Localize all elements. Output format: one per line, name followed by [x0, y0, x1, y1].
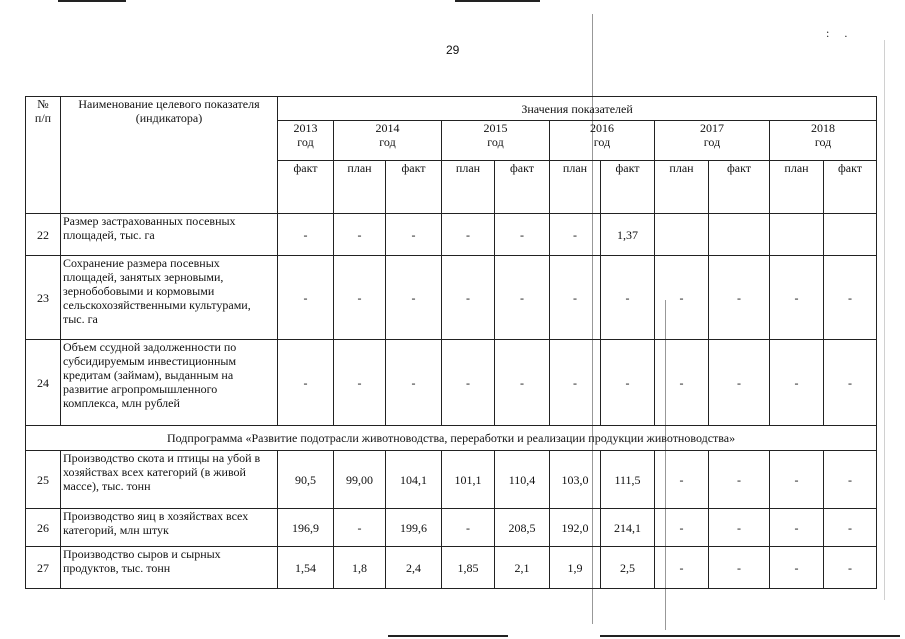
- row-value-5: -: [550, 340, 601, 426]
- row-value-0: -: [278, 256, 334, 340]
- row-value-3: -: [442, 340, 495, 426]
- row-value-0: -: [278, 340, 334, 426]
- row-value-3: 1,85: [442, 547, 495, 589]
- row-value-6: -: [601, 256, 655, 340]
- row-value-3: -: [442, 214, 495, 256]
- table-body-livestock: [26, 451, 877, 589]
- row-value-7: -: [655, 256, 709, 340]
- row-value-1: 1,8: [334, 547, 386, 589]
- row-value-5: 1,9: [550, 547, 601, 589]
- row-value-8: -: [709, 256, 770, 340]
- row-value-7: -: [655, 509, 709, 547]
- row-value-8: [709, 214, 770, 256]
- row-value-2: -: [386, 214, 442, 256]
- header-kind-6: факт: [601, 161, 655, 214]
- row-indicator-name: Производство скота и птицы на убой в хозяйствах всех категорий (в живой массе), тыс. тонн: [61, 451, 278, 509]
- row-value-0: 90,5: [278, 451, 334, 509]
- row-value-0: 196,9: [278, 509, 334, 547]
- row-value-5: 192,0: [550, 509, 601, 547]
- row-indicator-name: Объем ссудной задолженности по субсидируемым инвестиционным кредитам (займам), выданным на развитие агропромышленного комплекса, млн рублей: [61, 340, 278, 426]
- row-value-2: -: [386, 256, 442, 340]
- row-value-9: -: [770, 547, 824, 589]
- row-value-1: -: [334, 256, 386, 340]
- row-number: 25: [26, 451, 61, 509]
- scan-dots: : .: [826, 26, 848, 40]
- row-value-9: -: [770, 509, 824, 547]
- table-header: [26, 97, 877, 214]
- scan-mark-top-left: [58, 0, 126, 2]
- header-kind-9: план: [770, 161, 824, 214]
- header-kind-1: план: [334, 161, 386, 214]
- row-indicator-name: Размер застрахованных посевных площадей, тыс. га: [61, 214, 278, 256]
- row-value-7: -: [655, 340, 709, 426]
- row-value-5: 103,0: [550, 451, 601, 509]
- row-value-9: -: [770, 256, 824, 340]
- row-value-9: -: [770, 340, 824, 426]
- table-row: [26, 547, 877, 589]
- row-value-10: -: [824, 451, 877, 509]
- header-kind-2: факт: [386, 161, 442, 214]
- row-value-1: -: [334, 214, 386, 256]
- row-value-3: -: [442, 509, 495, 547]
- row-value-1: -: [334, 509, 386, 547]
- header-year-5: 2018 год: [770, 121, 877, 161]
- row-value-4: 208,5: [495, 509, 550, 547]
- row-value-8: -: [709, 451, 770, 509]
- header-year-4: 2017 год: [655, 121, 770, 161]
- row-number: 22: [26, 214, 61, 256]
- row-value-4: 2,1: [495, 547, 550, 589]
- row-value-5: -: [550, 214, 601, 256]
- header-kind-10: факт: [824, 161, 877, 214]
- header-kind-5: план: [550, 161, 601, 214]
- row-value-2: 199,6: [386, 509, 442, 547]
- row-value-7: -: [655, 547, 709, 589]
- row-value-1: -: [334, 340, 386, 426]
- row-indicator-name: Производство сыров и сырных продуктов, тыс. тонн: [61, 547, 278, 589]
- indicators-table: [25, 96, 877, 589]
- row-value-3: 101,1: [442, 451, 495, 509]
- header-values: Значения показателей: [278, 97, 877, 121]
- row-value-8: -: [709, 509, 770, 547]
- header-kind-0: факт: [278, 161, 334, 214]
- row-value-10: -: [824, 509, 877, 547]
- row-value-2: 2,4: [386, 547, 442, 589]
- row-number: 27: [26, 547, 61, 589]
- row-value-3: -: [442, 256, 495, 340]
- row-value-6: 214,1: [601, 509, 655, 547]
- table-row: [26, 509, 877, 547]
- header-kind-3: план: [442, 161, 495, 214]
- row-value-9: [770, 214, 824, 256]
- row-value-6: 2,5: [601, 547, 655, 589]
- row-value-0: -: [278, 214, 334, 256]
- scan-line-edge: [884, 40, 885, 600]
- header-year-0: 2013 год: [278, 121, 334, 161]
- row-value-4: -: [495, 256, 550, 340]
- row-value-10: [824, 214, 877, 256]
- row-value-6: -: [601, 340, 655, 426]
- header-number: № п/п: [26, 97, 61, 214]
- page-number: 29: [446, 43, 460, 57]
- row-number: 26: [26, 509, 61, 547]
- row-value-1: 99,00: [334, 451, 386, 509]
- row-number: 23: [26, 256, 61, 340]
- row-value-8: -: [709, 340, 770, 426]
- subprogram-title: Подпрограмма «Развитие подотрасли животноводства, переработки и реализации продукции животноводства»: [26, 426, 877, 451]
- row-value-2: 104,1: [386, 451, 442, 509]
- row-value-4: -: [495, 340, 550, 426]
- row-value-4: 110,4: [495, 451, 550, 509]
- scan-mark-bottom-right: [600, 635, 900, 637]
- scan-mark-bottom-left: [388, 635, 508, 637]
- row-value-6: 111,5: [601, 451, 655, 509]
- row-value-10: -: [824, 340, 877, 426]
- table-subprogram-section: [26, 426, 877, 451]
- row-value-4: -: [495, 214, 550, 256]
- table-row: [26, 340, 877, 426]
- table-row: [26, 256, 877, 340]
- row-value-7: [655, 214, 709, 256]
- subprogram-row: [26, 426, 877, 451]
- header-year-2: 2015 год: [442, 121, 550, 161]
- row-value-7: -: [655, 451, 709, 509]
- row-indicator-name: Производство яиц в хозяйствах всех категорий, млн штук: [61, 509, 278, 547]
- row-value-5: -: [550, 256, 601, 340]
- scan-mark-top-center: [455, 0, 540, 2]
- row-value-2: -: [386, 340, 442, 426]
- row-value-0: 1,54: [278, 547, 334, 589]
- row-value-10: -: [824, 256, 877, 340]
- row-value-8: -: [709, 547, 770, 589]
- row-value-6: 1,37: [601, 214, 655, 256]
- row-number: 24: [26, 340, 61, 426]
- header-indicator-name: Наименование целевого показателя (индикатора): [61, 97, 278, 214]
- row-value-9: -: [770, 451, 824, 509]
- row-value-10: -: [824, 547, 877, 589]
- header-kind-4: факт: [495, 161, 550, 214]
- table-body-crop: [26, 214, 877, 426]
- header-row-top: [26, 97, 877, 121]
- row-indicator-name: Сохранение размера посевных площадей, занятых зерновыми, зернобобовыми и кормовыми сельскохозяйственными культурами, тыс. га: [61, 256, 278, 340]
- header-year-1: 2014 год: [334, 121, 442, 161]
- header-kind-7: план: [655, 161, 709, 214]
- table-row: [26, 214, 877, 256]
- header-kind-8: факт: [709, 161, 770, 214]
- header-year-3: 2016 год: [550, 121, 655, 161]
- table-row: [26, 451, 877, 509]
